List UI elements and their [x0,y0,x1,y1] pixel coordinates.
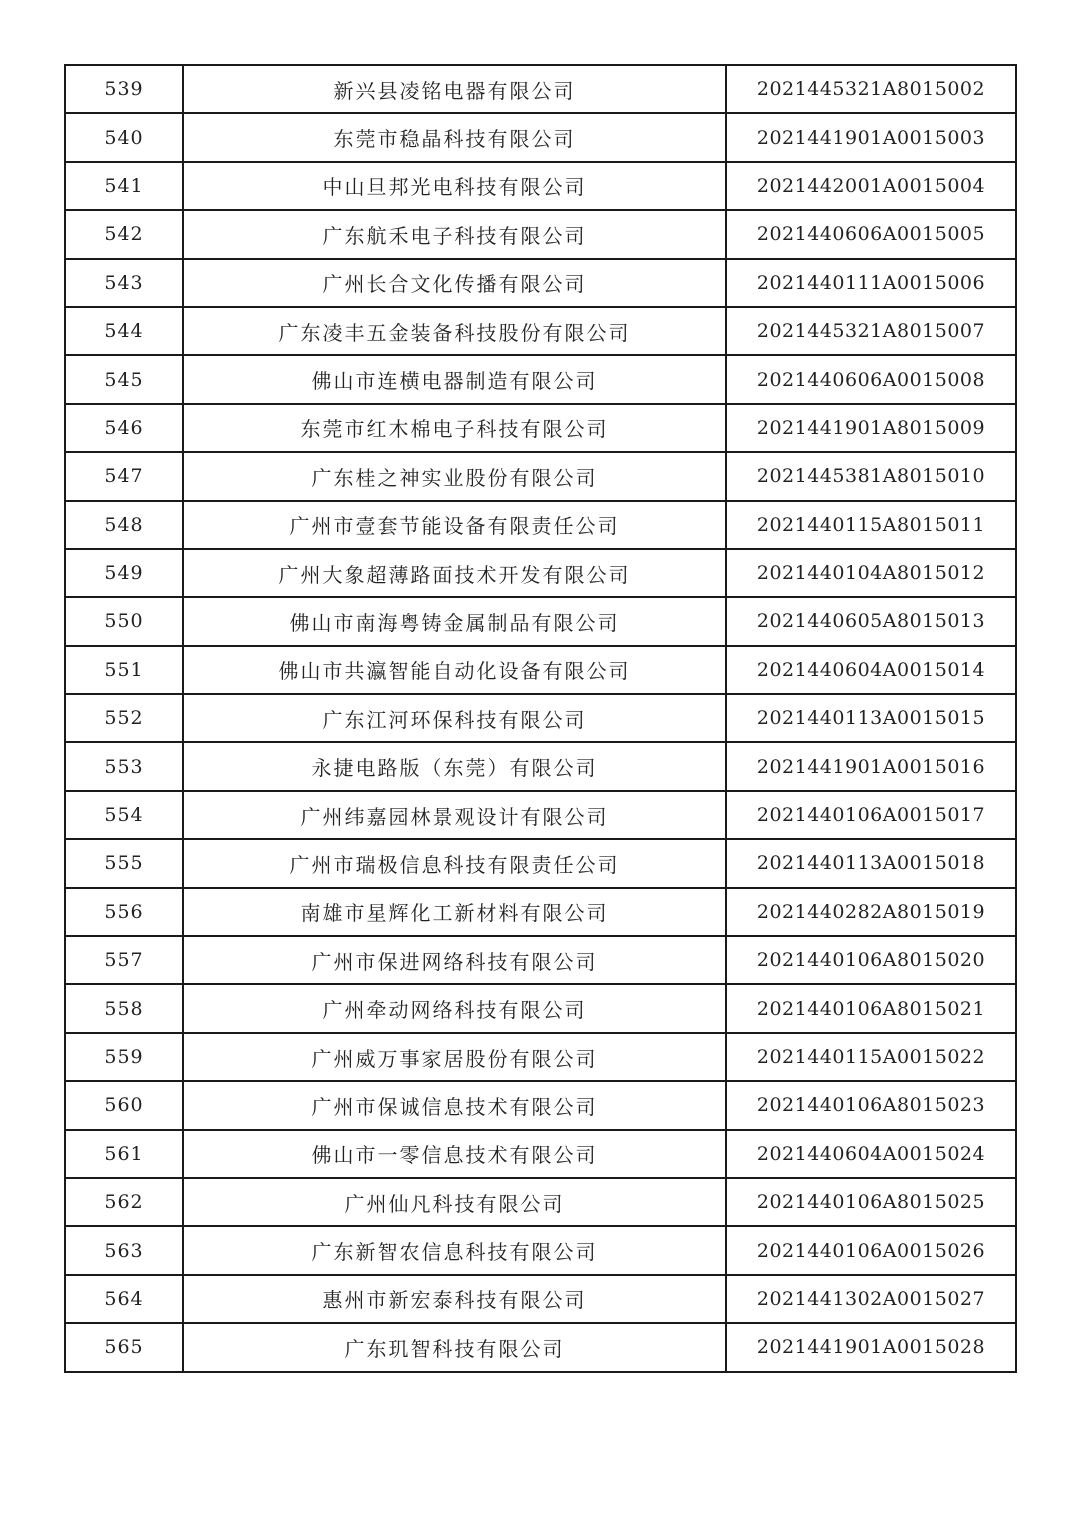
registration-code-cell: 2021441901A0015016 [726,742,1016,790]
row-number-cell: 558 [65,984,183,1032]
company-name-cell: 永捷电路版（东莞）有限公司 [183,742,726,790]
company-name-cell: 中山旦邦光电科技有限公司 [183,162,726,210]
registration-code-cell: 2021440606A0015008 [726,355,1016,403]
row-number-cell: 539 [65,65,183,113]
table-row [65,888,1016,936]
table-row [65,549,1016,597]
registration-code-cell: 2021440604A0015024 [726,1130,1016,1178]
row-number-cell: 550 [65,597,183,645]
registration-code-cell: 2021440605A8015013 [726,597,1016,645]
company-name-cell: 东莞市红木棉电子科技有限公司 [183,404,726,452]
registration-code-cell: 2021440106A8015023 [726,1081,1016,1129]
row-number-cell: 551 [65,646,183,694]
company-name-cell: 广东桂之神实业股份有限公司 [183,452,726,500]
row-number-cell: 556 [65,888,183,936]
company-name-cell: 广州威万事家居股份有限公司 [183,1033,726,1081]
table-row [65,597,1016,645]
company-name-cell: 广州市保诚信息技术有限公司 [183,1081,726,1129]
registration-code-cell: 2021445381A8015010 [726,452,1016,500]
registration-code-cell: 2021440282A8015019 [726,888,1016,936]
table-row [65,162,1016,210]
company-name-cell: 惠州市新宏泰科技有限公司 [183,1275,726,1323]
table-row [65,936,1016,984]
table-row [65,452,1016,500]
table-row [65,501,1016,549]
registration-code-cell: 2021440106A0015017 [726,791,1016,839]
row-number-cell: 559 [65,1033,183,1081]
row-number-cell: 562 [65,1178,183,1226]
table-row [65,791,1016,839]
company-name-cell: 佛山市共瀛智能自动化设备有限公司 [183,646,726,694]
table-row [65,1275,1016,1323]
registration-code-cell: 2021445321A8015007 [726,307,1016,355]
row-number-cell: 560 [65,1081,183,1129]
company-name-cell: 广东玑智科技有限公司 [183,1323,726,1371]
registration-code-cell: 2021440106A8015021 [726,984,1016,1032]
row-number-cell: 557 [65,936,183,984]
registration-code-cell: 2021441901A8015009 [726,404,1016,452]
registration-code-cell: 2021440104A8015012 [726,549,1016,597]
row-number-cell: 554 [65,791,183,839]
row-number-cell: 546 [65,404,183,452]
company-name-cell: 东莞市稳晶科技有限公司 [183,113,726,161]
table-row [65,984,1016,1032]
registration-code-cell: 2021441901A0015003 [726,113,1016,161]
company-name-cell: 佛山市南海粤铸金属制品有限公司 [183,597,726,645]
company-list-table [64,64,1017,1373]
company-name-cell: 广东新智农信息科技有限公司 [183,1226,726,1274]
row-number-cell: 541 [65,162,183,210]
registration-code-cell: 2021440115A8015011 [726,501,1016,549]
table-row [65,1323,1016,1371]
registration-code-cell: 2021440606A0015005 [726,210,1016,258]
row-number-cell: 543 [65,259,183,307]
row-number-cell: 545 [65,355,183,403]
row-number-cell: 549 [65,549,183,597]
row-number-cell: 565 [65,1323,183,1371]
row-number-cell: 552 [65,694,183,742]
row-number-cell: 540 [65,113,183,161]
row-number-cell: 553 [65,742,183,790]
company-name-cell: 广州纬嘉园林景观设计有限公司 [183,791,726,839]
company-name-cell: 新兴县凌铭电器有限公司 [183,65,726,113]
table-row [65,1130,1016,1178]
table-row [65,355,1016,403]
company-name-cell: 南雄市星辉化工新材料有限公司 [183,888,726,936]
company-name-cell: 广州牵动网络科技有限公司 [183,984,726,1032]
company-name-cell: 广东江河环保科技有限公司 [183,694,726,742]
company-name-cell: 广州大象超薄路面技术开发有限公司 [183,549,726,597]
registration-code-cell: 2021441901A0015028 [726,1323,1016,1371]
registration-code-cell: 2021440604A0015014 [726,646,1016,694]
table-row [65,113,1016,161]
table-row [65,210,1016,258]
company-name-cell: 广州长合文化传播有限公司 [183,259,726,307]
company-name-cell: 广州市保进网络科技有限公司 [183,936,726,984]
registration-code-cell: 2021440111A0015006 [726,259,1016,307]
row-number-cell: 544 [65,307,183,355]
row-number-cell: 555 [65,839,183,887]
table-row [65,307,1016,355]
registration-code-cell: 2021442001A0015004 [726,162,1016,210]
table-row [65,1226,1016,1274]
row-number-cell: 547 [65,452,183,500]
table-row [65,742,1016,790]
table-row [65,1178,1016,1226]
row-number-cell: 561 [65,1130,183,1178]
company-name-cell: 广州市壹套节能设备有限责任公司 [183,501,726,549]
table-row [65,646,1016,694]
table-row [65,404,1016,452]
registration-code-cell: 2021441302A0015027 [726,1275,1016,1323]
registration-code-cell: 2021445321A8015002 [726,65,1016,113]
table-row [65,1033,1016,1081]
company-name-cell: 佛山市连横电器制造有限公司 [183,355,726,403]
table-row [65,65,1016,113]
registration-code-cell: 2021440113A0015018 [726,839,1016,887]
registration-code-cell: 2021440115A0015022 [726,1033,1016,1081]
row-number-cell: 563 [65,1226,183,1274]
row-number-cell: 564 [65,1275,183,1323]
company-name-cell: 广东航禾电子科技有限公司 [183,210,726,258]
company-name-cell: 广州市瑞极信息科技有限责任公司 [183,839,726,887]
company-name-cell: 广东凌丰五金装备科技股份有限公司 [183,307,726,355]
table-row [65,839,1016,887]
registration-code-cell: 2021440106A8015025 [726,1178,1016,1226]
company-name-cell: 广州仙凡科技有限公司 [183,1178,726,1226]
row-number-cell: 548 [65,501,183,549]
table-body [65,65,1016,1372]
company-name-cell: 佛山市一零信息技术有限公司 [183,1130,726,1178]
table-row [65,1081,1016,1129]
table-row [65,259,1016,307]
table-row [65,694,1016,742]
registration-code-cell: 2021440113A0015015 [726,694,1016,742]
row-number-cell: 542 [65,210,183,258]
registration-code-cell: 2021440106A8015020 [726,936,1016,984]
registration-code-cell: 2021440106A0015026 [726,1226,1016,1274]
